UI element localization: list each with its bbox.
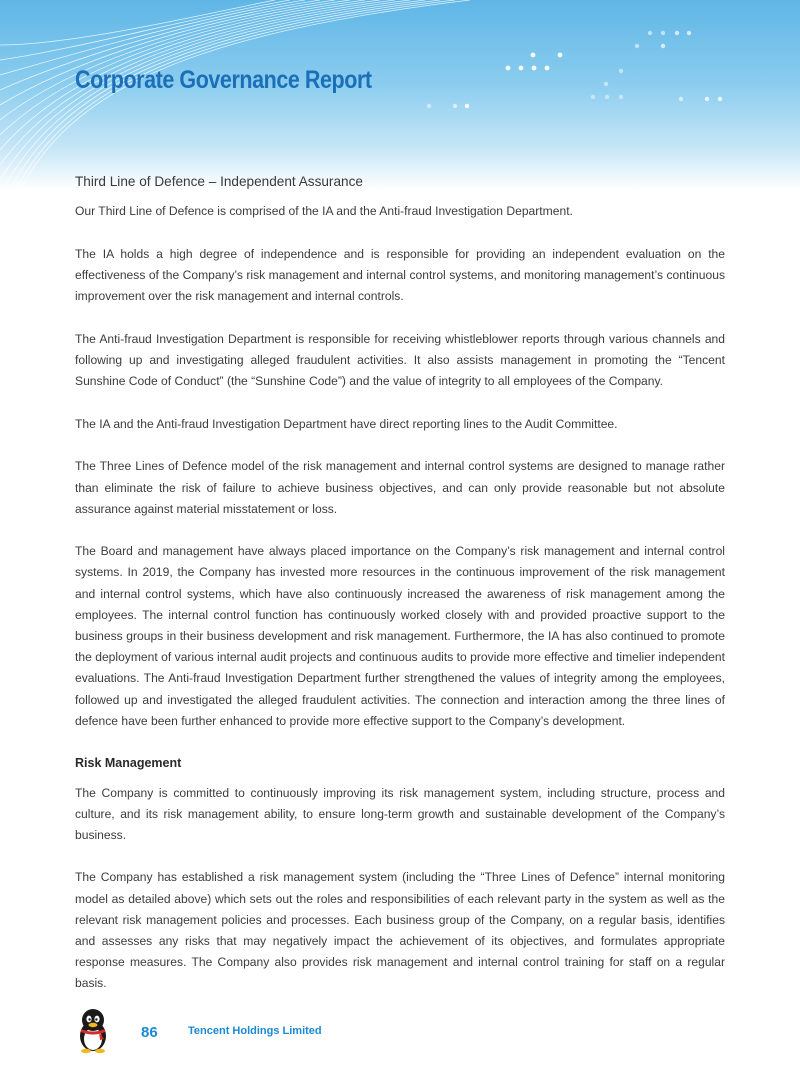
page-number: 86 — [141, 1024, 158, 1041]
body-paragraph: Our Third Line of Defence is comprised of the IA and the Anti-fraud Investigation Department. — [75, 204, 573, 219]
page-footer — [0, 1010, 800, 1085]
body-paragraph: The IA and the Anti-fraud Investigation Department have direct reporting lines to the Audit Committee. — [75, 416, 618, 431]
penguin-mascot-icon — [73, 1008, 113, 1054]
page-title: Corporate Governance Report — [75, 66, 372, 94]
body-paragraph: The IA holds a high degree of independence and is responsible for providing an independent evaluation on the effectiveness of the Company’s risk management and internal control systems, and monitoring management’s continuous improvement over the risk management and internal controls. — [75, 247, 725, 304]
subheading: Third Line of Defence – Independent Assurance — [75, 174, 363, 189]
body-paragraph: The Board and management have always placed importance on the Company’s risk management and internal control systems. In 2019, the Company has invested more resources in the continuous improvement of the risk management and internal control systems, which have also continuously increased the awareness of risk management among the employees. The internal control function has continuously worked closely with and provided proactive support to the business groups in their business development and risk management. Furthermore, the IA has also continued to promote the deployment of various internal audit projects and continuous audits to provide more effective and timelier independent evaluations. The Anti-fraud Investigation Department further strengthened the values of integrity among the employees, followed up and investigated the alleged fraudulent activities. The connection and interaction among the three lines of defence have been further enhanced to provide more effective support to the Company’s development. — [75, 544, 725, 728]
body-paragraph: The Company has established a risk management system (including the “Three Lines of Defence” internal monitoring model as detailed above) which sets out the roles and responsibilities of each relevant party in the system as well as the relevant risk management policies and processes. Each business group of the Company, on a regular basis, identifies and assesses any risks that may negatively impact the achievement of its objectives, and formulates appropriate response measures. The Company also provides risk management and internal control training for staff on a regular basis. — [75, 870, 725, 991]
body-paragraph: The Three Lines of Defence model of the risk management and internal control systems are designed to manage rather than eliminate the risk of failure to achieve business objectives, and can only provide reasonable but not absolute assurance against material misstatement or loss. — [75, 459, 725, 516]
company-name: Tencent Holdings Limited — [188, 1025, 322, 1037]
body-paragraph: The Company is committed to continuously improving its risk management system, including structure, process and culture, and its risk management ability, to ensure long-term growth and sustainable development of the Company’s business. — [75, 785, 725, 842]
section-heading: Risk Management — [75, 756, 182, 771]
body-paragraph: The Anti-fraud Investigation Department is responsible for receiving whistleblower reports through various channels and following up and investigating alleged fraudulent activities. It also assists management in promoting the “Tencent Sunshine Code of Conduct” (the “Sunshine Code”) and the value of integrity to all employees of the Company. — [75, 331, 725, 389]
report-body — [75, 171, 725, 1016]
